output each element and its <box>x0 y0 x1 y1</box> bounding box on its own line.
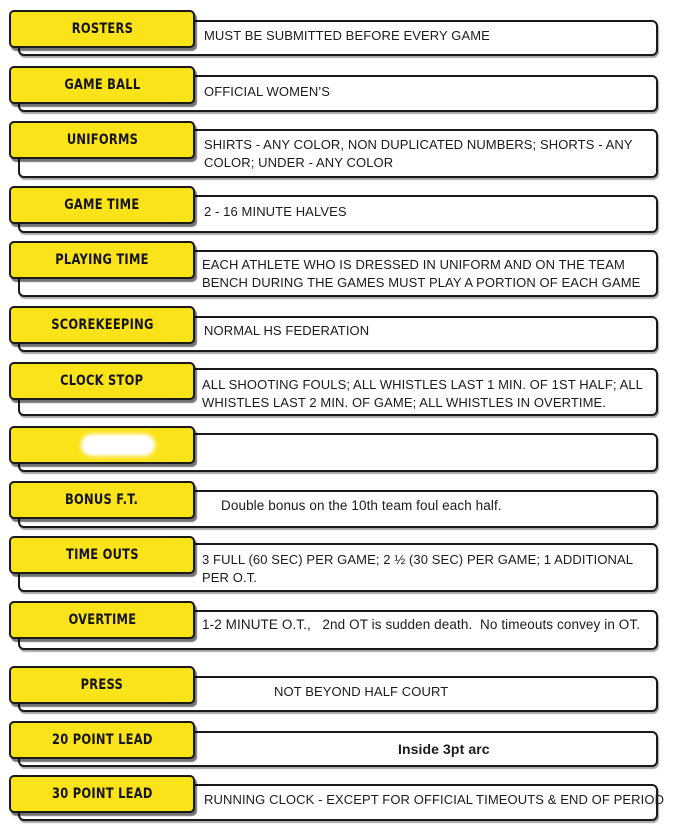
rule-label-text: 30 POINT LEAD <box>51 786 153 802</box>
rule-label <box>9 362 195 400</box>
rule-label <box>9 306 195 344</box>
rule-row-game-ball <box>0 64 675 114</box>
rule-label-text: PRESS <box>80 677 124 693</box>
rule-description: Double bonus on the 10th team foul each half. <box>221 498 502 513</box>
rule-label <box>9 121 195 159</box>
rule-row-bonus-ft <box>0 479 675 529</box>
rule-description: 3 FULL (60 SEC) PER GAME; 2 ½ (30 SEC) PER GAME; 1 ADDITIONAL PER O.T. <box>202 552 633 585</box>
rule-row-30-point-lead <box>0 773 675 825</box>
rule-description: 1-2 MINUTE O.T., 2nd OT is sudden death. No timeouts convey in OT. <box>202 617 641 632</box>
rule-row-game-time <box>0 184 675 236</box>
rule-row-clock-stop <box>0 360 675 420</box>
rule-row-20-point-lead <box>0 719 675 769</box>
rule-description: Inside 3pt arc <box>398 741 490 757</box>
rule-label <box>9 241 195 279</box>
rule-row-overtime <box>0 599 675 654</box>
rule-label <box>9 10 195 48</box>
rule-label-text: BONUS F.T. <box>65 492 139 508</box>
rule-row-playing-time <box>0 239 675 299</box>
rule-label-text: GAME TIME <box>64 197 140 213</box>
rule-label-text: UNIFORMS <box>66 132 138 148</box>
rule-label-text: PLAYING TIME <box>55 252 149 268</box>
rule-description: NORMAL HS FEDERATION <box>204 323 370 338</box>
rule-label-text: 20 POINT LEAD <box>51 732 153 748</box>
rule-description: ALL SHOOTING FOULS; ALL WHISTLES LAST 1 MIN. OF 1ST HALF; ALL WHISTLES LAST 2 MIN. OF GAME; ALL WHISTLES IN OVERTIME. <box>202 377 643 410</box>
rule-label <box>9 666 195 704</box>
rule-description: EACH ATHLETE WHO IS DRESSED IN UNIFORM AND ON THE TEAM BENCH DURING THE GAMES MUST PLAY A PORTION OF EACH GAME <box>202 257 641 290</box>
rule-row-redacted <box>0 424 675 474</box>
rule-label-text: TIME OUTS <box>65 547 139 563</box>
rule-label <box>9 536 195 574</box>
rule-row-time-outs <box>0 534 675 596</box>
rule-description: NOT BEYOND HALF COURT <box>274 684 449 699</box>
rule-label <box>9 601 195 639</box>
rule-label <box>9 426 195 464</box>
rule-label <box>9 481 195 519</box>
rule-label <box>9 66 195 104</box>
rule-label-text: SCOREKEEPING <box>50 317 154 333</box>
rule-description: RUNNING CLOCK - EXCEPT FOR OFFICIAL TIMEOUTS & END OF PERIOD <box>204 792 665 807</box>
rule-description: OFFICIAL WOMEN’S <box>204 84 331 99</box>
rule-label-text: OVERTIME <box>68 612 136 628</box>
rule-row-rosters <box>0 8 675 58</box>
rule-description: MUST BE SUBMITTED BEFORE EVERY GAME <box>204 28 490 43</box>
rule-description: SHIRTS - ANY COLOR, NON DUPLICATED NUMBERS; SHORTS - ANY COLOR; UNDER - ANY COLOR <box>204 137 633 170</box>
rule-label-text: CLOCK STOP <box>60 373 144 389</box>
rule-label <box>9 721 195 759</box>
rule-label-text: ROSTERS <box>71 21 133 37</box>
rule-description: 2 - 16 MINUTE HALVES <box>204 204 347 219</box>
rule-label <box>9 186 195 224</box>
rule-row-scorekeeping <box>0 304 675 354</box>
rule-label <box>9 775 195 813</box>
rule-row-press <box>0 664 675 714</box>
rule-label-text: GAME BALL <box>63 77 141 93</box>
rule-row-uniforms <box>0 119 675 181</box>
redaction-mark <box>83 436 153 454</box>
